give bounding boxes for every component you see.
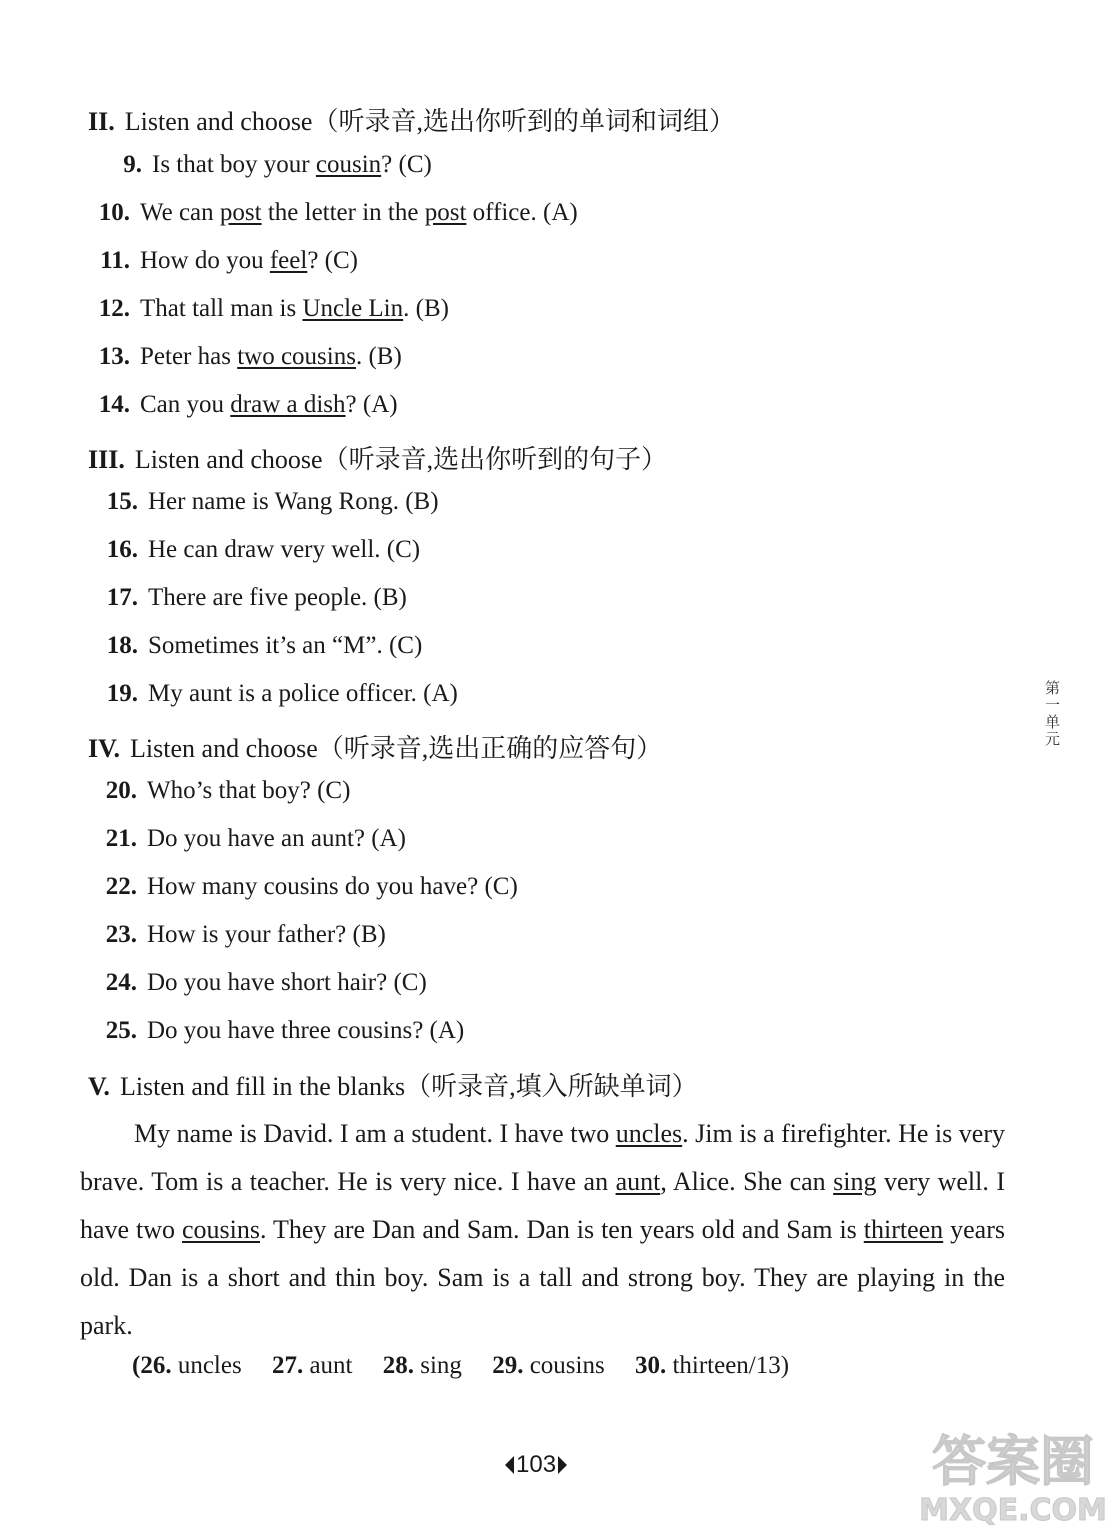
section-number: III. [88,445,125,474]
filled-blank: thirteen [863,1215,944,1244]
question-text: He can draw very well. (C) [148,536,421,563]
question-number: 20. [105,777,137,804]
answer-word: aunt [309,1352,353,1379]
question-text: How many cousins do you have? (C) [147,873,518,900]
question-number: 19. [106,680,138,707]
question-number: 25. [105,1017,137,1044]
question-text: There are five people. (B) [148,584,407,611]
question-number: 9. [123,151,142,178]
answer-number: 29. [492,1352,524,1379]
question-text: My aunt is a police officer. (A) [148,680,458,707]
section-heading-4 [88,728,662,765]
answer-number: 30. [634,1352,667,1379]
answer-word: sing [420,1352,462,1379]
question-text: Who’s that boy? (C) [147,777,351,804]
question-item [93,825,406,853]
watermark-text-url: MXQE.COM [919,1493,1107,1528]
answer-key-bracket: ( [132,1352,141,1379]
filled-blank: sing [833,1167,877,1196]
question-item [86,295,449,323]
underlined-word: two cousins [237,343,356,370]
question-text: Peter has [140,343,238,370]
question-text: Do you have short hair? (C) [147,969,427,996]
underlined-word: draw a dish [230,391,346,418]
question-number: 21. [105,825,137,852]
question-item [94,584,407,612]
question-number: 16. [106,536,138,563]
question-number: 12. [98,295,130,322]
question-number: 18. [106,632,138,659]
answer-choice: ? (A) [345,391,398,418]
answer-number: 27. [271,1352,304,1379]
question-text: Do you have an aunt? (A) [147,825,406,852]
section-title: Listen and choose（听录音,选出你听到的单词和词组） [124,107,735,136]
section-heading-5 [88,1066,698,1103]
question-item [94,680,458,708]
section-number: II. [88,107,115,136]
underlined-word: post [219,199,262,226]
question-item [93,873,518,901]
answer-word: cousins [529,1352,605,1379]
passage-paragraph [80,1110,1005,1350]
fill-in-passage [80,1110,1005,1350]
passage-text: My name is David. I am a student. I have two [134,1119,616,1148]
question-item [86,343,402,371]
question-text: Can you [140,391,231,418]
underlined-word: cousin [315,151,382,178]
section-number: V. [88,1072,110,1101]
answer-key [132,1352,789,1380]
unit-side-label: 第一单元 [1043,680,1061,748]
question-text: How is your father? (B) [147,921,386,948]
question-item [93,1017,464,1045]
watermark-text-cn: 答案圈 [932,1430,1094,1493]
section-title: Listen and choose（听录音,选出你听到的句子） [134,445,668,474]
question-number: 13. [98,343,130,370]
question-number: 23. [105,921,137,948]
question-item [93,969,427,997]
passage-text: . Jim is a firefighter. He is very brave. Tom is a teacher. He is very nice. I have an [80,1119,1005,1196]
underlined-word: post [424,199,467,226]
answer-choice: ? (C) [381,151,432,178]
answer-choice: . (B) [403,295,449,322]
watermark-logo [918,1418,1108,1528]
question-item [86,391,398,419]
question-text: Sometimes it’s an “M”. (C) [148,632,423,659]
question-item [86,199,578,227]
question-item [93,921,386,949]
question-number: 11. [100,247,130,274]
section-title: Listen and choose（听录音,选出正确的应答句） [130,734,663,763]
page-number-text: 103 [516,1451,557,1478]
underlined-word: Uncle Lin [302,295,404,322]
answer-choice: office. (A) [466,199,578,226]
question-number: 15. [106,488,138,515]
answer-number: 28. [382,1352,414,1379]
section-heading-2 [88,101,735,138]
question-text: We can [140,199,220,226]
question-number: 24. [105,969,137,996]
question-item [94,488,439,516]
passage-text: , Alice. She can [660,1167,834,1196]
passage-text: years old. Dan is a short and thin boy. Sam is a tall and strong boy. They are playing in the park. [80,1215,1005,1340]
question-item [98,151,432,179]
answer-choice: . (B) [355,343,402,370]
section-number: IV. [88,734,121,763]
triangle-right-icon [558,1456,567,1474]
question-item [93,777,350,805]
question-text: Is that boy your [152,151,316,178]
question-number: 14. [98,391,130,418]
question-text: That tall man is [140,295,303,322]
question-item [86,247,358,275]
question-item [94,632,422,660]
filled-blank: aunt [615,1167,661,1196]
answer-word: thirteen/13) [672,1352,790,1379]
question-item [94,536,420,564]
underlined-word: feel [269,247,308,274]
question-number: 22. [105,873,137,900]
answer-word: uncles [177,1352,242,1379]
section-title: Listen and fill in the blanks（听录音,填入所缺单词） [119,1072,698,1101]
answer-number: 26. [140,1352,172,1379]
filled-blank: cousins [182,1215,260,1244]
passage-text: very well. I have two [80,1167,1005,1244]
passage-text: . They are Dan and Sam. Dan is ten years old and Sam is [260,1215,864,1244]
answer-choice: ? (C) [307,247,358,274]
question-text: How do you [140,247,270,274]
section-heading-3 [88,439,667,476]
question-text: the letter in the [261,199,425,226]
question-text: Do you have three cousins? (A) [147,1017,465,1044]
triangle-left-icon [505,1456,514,1474]
page-number [505,1451,567,1479]
question-number: 17. [106,584,138,611]
question-text: Her name is Wang Rong. (B) [148,488,439,515]
question-number: 10. [98,199,130,226]
filled-blank: uncles [615,1119,683,1148]
